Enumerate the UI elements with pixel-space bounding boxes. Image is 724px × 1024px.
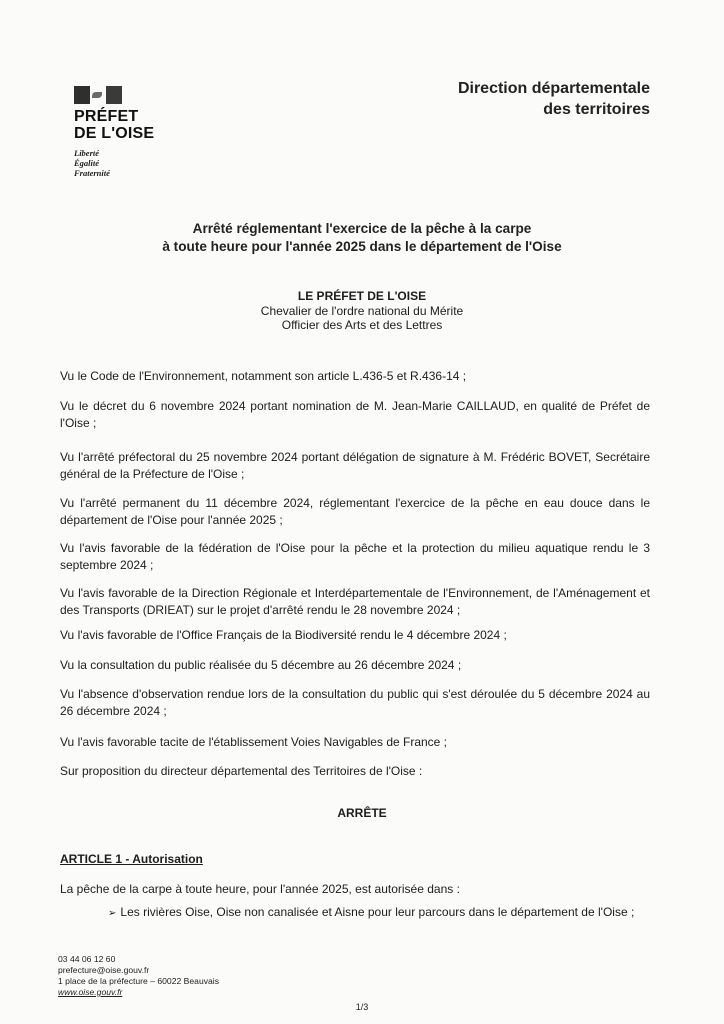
visa-paragraph: Vu le Code de l'Environnement, notamment son article L.436-5 et R.436-14 ; <box>60 369 467 383</box>
visa-paragraph: Vu la consultation du public réalisée du 5 décembre au 26 décembre 2024 ; <box>60 658 462 672</box>
motto-liberte: Liberté <box>74 148 100 158</box>
article-1-heading: ARTICLE 1 - Autorisation <box>60 852 203 866</box>
footer-contact <box>58 954 219 998</box>
footer-website-link[interactable]: www.oise.gouv.fr <box>58 987 123 997</box>
article-1-text: La pêche de la carpe à toute heure, pour l'année 2025, est autorisée dans : <box>60 882 460 896</box>
direction-line-1: Direction départementale <box>457 80 650 97</box>
visa-paragraph: Vu l'avis favorable de la fédération de l'Oise pour la pêche et la protection du milieu aquatique rendu le 3 septembre 2024 ; <box>60 541 650 572</box>
bullet-arrow-icon: ➢ <box>108 908 117 919</box>
visa-paragraph: Vu le décret du 6 novembre 2024 portant nomination de M. Jean-Marie CAILLAUD, en qualité de Préfet de l'Oise ; <box>60 399 650 430</box>
visa-paragraph: Vu l'avis favorable tacite de l'établissement Voies Navigables de France ; <box>60 735 448 749</box>
motto-egalite: Égalité <box>74 158 100 168</box>
visa-paragraph: Vu l'absence d'observation rendue lors de la consultation du public qui s'est déroulée du 5 décembre 2024 au 26 décembre 2024 ; <box>60 687 650 718</box>
document-title <box>0 220 724 256</box>
prefet-name: LE PRÉFET DE L'OISE <box>297 289 427 303</box>
marianne-logo-icon <box>74 86 122 104</box>
prefet-line-1: PRÉFET <box>74 108 139 125</box>
page-number: 1/3 <box>355 1002 369 1012</box>
article-1-bullet <box>108 904 644 922</box>
bullet-text: Les rivières Oise, Oise non canalisée et Aisne pour leur parcours dans le département de l'Oise ; <box>120 905 635 919</box>
visa-paragraph: Sur proposition du directeur départemental des Territoires de l'Oise : <box>60 764 423 778</box>
visa-paragraph: Vu l'arrêté préfectoral du 25 novembre 2024 portant délégation de signature à M. Frédéric BOVET, Secrétaire général de la Préfecture de l'Oise ; <box>60 450 650 481</box>
prefecture-logo-block <box>74 86 154 178</box>
footer-address: 1 place de la préfecture – 60022 Beauvais <box>58 976 220 986</box>
visa-paragraph: Vu l'avis favorable de l'Office Français de la Biodiversité rendu le 4 décembre 2024 ; <box>60 628 507 642</box>
title-line-1: Arrêté réglementant l'exercice de la pêche à la carpe <box>192 221 532 236</box>
prefet-distinction-1: Chevalier de l'ordre national du Mérite <box>260 303 464 318</box>
prefet-signatory-block <box>0 289 724 333</box>
motto-fraternite: Fraternité <box>74 168 110 178</box>
issuing-direction <box>458 78 650 120</box>
visa-paragraph: Vu l'arrêté permanent du 11 décembre 2024, réglementant l'exercice de la pêche en eau douce dans le département de l'Oise pour l'année 2025 ; <box>60 496 650 527</box>
prefet-distinction-2: Officier des Arts et des Lettres <box>281 318 443 332</box>
prefet-title <box>74 108 154 142</box>
visa-paragraph: Vu l'avis favorable de la Direction Régionale et Interdépartementale de l'Environnement, de l'Aménagement et des Transports (DRIEAT) sur le projet d'arrêté rendu le 28 novembre 2024 ; <box>60 586 650 617</box>
direction-line-2: des territoires <box>543 101 650 118</box>
title-line-2: à toute heure pour l'année 2025 dans le département de l'Oise <box>162 239 562 254</box>
footer-email[interactable]: prefecture@oise.gouv.fr <box>58 965 150 975</box>
arrete-heading: ARRÊTE <box>337 806 387 820</box>
footer-phone: 03 44 06 12 60 <box>58 954 116 964</box>
republic-motto <box>74 148 154 178</box>
prefet-line-2: DE L'OISE <box>74 125 155 142</box>
